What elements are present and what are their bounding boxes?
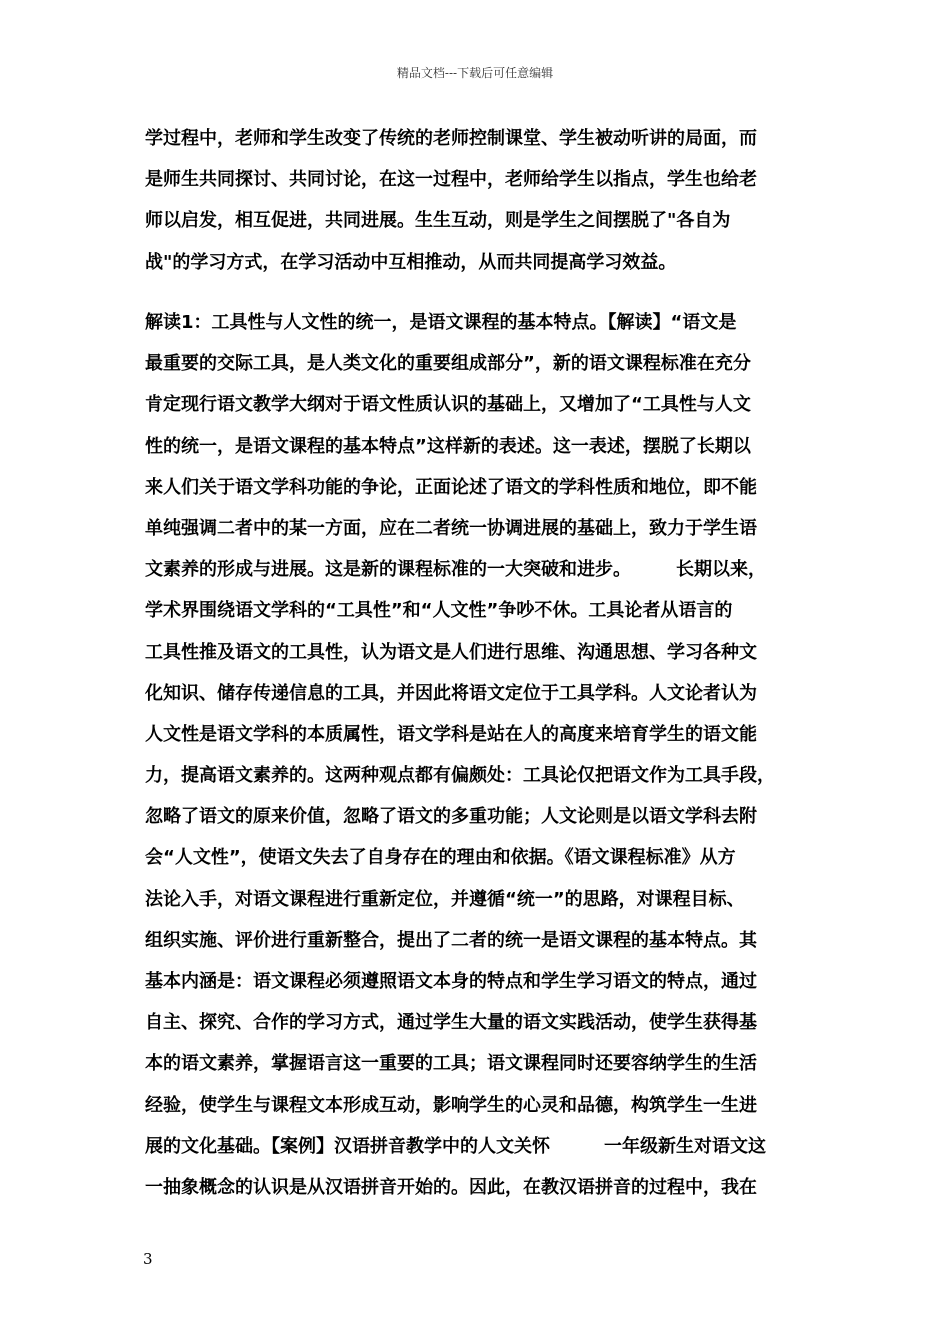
text-line: 基本内涵是：语文课程必须遵照语文本身的特点和学生学习语文的特点，通过 <box>145 971 757 992</box>
paragraph-2 <box>145 302 809 1208</box>
text-line: 忽略了语文的原来价值，忽略了语文的多重功能；人文论则是以语文学科去附 <box>145 806 757 828</box>
text-line: 一抽象概念的认识是从汉语拼音开始的。因此，在教汉语拼音的过程中，我在 <box>145 1176 757 1198</box>
text-line: 展的文化基础。【案例】汉语拼音教学中的人文关怀 一年级新生对语文这 <box>145 1135 766 1157</box>
text-line: 人文性是语文学科的本质属性，语文学科是站在人的高度来培育学生的语文能 <box>145 723 757 745</box>
text-line: 单纯强调二者中的某一方面，应在二者统一协调进展的基础上，致力于学生语 <box>145 517 757 539</box>
text-line: 是师生共同探讨、共同讨论，在这一过程中，老师给学生以指点，学生也给老 <box>145 169 757 191</box>
page-header: 精品文档---下载后可任意编辑 <box>396 66 554 80</box>
text-line: 化知识、储存传递信息的工具，并因此将语文定位于工具学科。人文论者认为 <box>145 682 757 704</box>
text-line: 学术界围绕语文学科的“工具性”和“人文性”争吵不休。工具论者从语言的 <box>145 600 733 622</box>
text-line: 力，提高语文素养的。这两种观点都有偏颇处：工具论仅把语文作为工具手段， <box>145 765 775 787</box>
text-line: 解读1：工具性与人文性的统一，是语文课程的基本特点。【解读】“语文是 <box>145 312 737 333</box>
text-line: 最重要的交际工具，是人类文化的重要组成部分”，新的语文课程标准在充分 <box>145 353 751 375</box>
text-line: 来人们关于语文学科功能的争论，正面论述了语文的学科性质和地位，即不能 <box>145 476 757 498</box>
text-line: 性的统一，是语文课程的基本特点”这样新的表述。这一表述，摆脱了长期以 <box>145 435 751 457</box>
text-line: 经验，使学生与课程文本形成互动，影响学生的心灵和品德，构筑学生一生进 <box>145 1094 757 1116</box>
text-line: 法论入手，对语文课程进行重新定位，并遵循“统一”的思路，对课程目标、 <box>145 888 745 910</box>
text-line: 肯定现行语文教学大纲对于语文性质认识的基础上，又增加了“工具性与人文 <box>145 394 751 416</box>
text-line: 战"的学习方式，在学习活动中互相推动，从而共同提高学习效益。 <box>145 251 677 273</box>
text-line: 文素养的形成与进展。这是新的课程标准的一大突破和进步。 长期以来， <box>145 559 766 581</box>
paragraph-1 <box>145 118 809 283</box>
text-line: 自主、探究、合作的学习方式，通过学生大量的语文实践活动，使学生获得基 <box>145 1012 757 1034</box>
text-line: 本的语文素养，掌握语言这一重要的工具；语文课程同时还要容纳学生的生活 <box>145 1053 757 1075</box>
text-line: 学过程中，老师和学生改变了传统的老师控制课堂、学生被动听讲的局面，而 <box>145 128 757 149</box>
page-number: 3 <box>143 1250 153 1268</box>
text-line: 工具性推及语文的工具性，认为语文是人们进行思维、沟通思想、学习各种文 <box>145 641 757 663</box>
text-line: 师以启发，相互促进，共同进展。生生互动，则是学生之间摆脱了"各自为 <box>145 210 731 232</box>
text-line: 组织实施、评价进行重新整合，提出了二者的统一是语文课程的基本特点。其 <box>145 929 757 951</box>
text-line: 会“人文性”，使语文失去了自身存在的理由和依据。《语文课程标准》从方 <box>145 847 736 869</box>
